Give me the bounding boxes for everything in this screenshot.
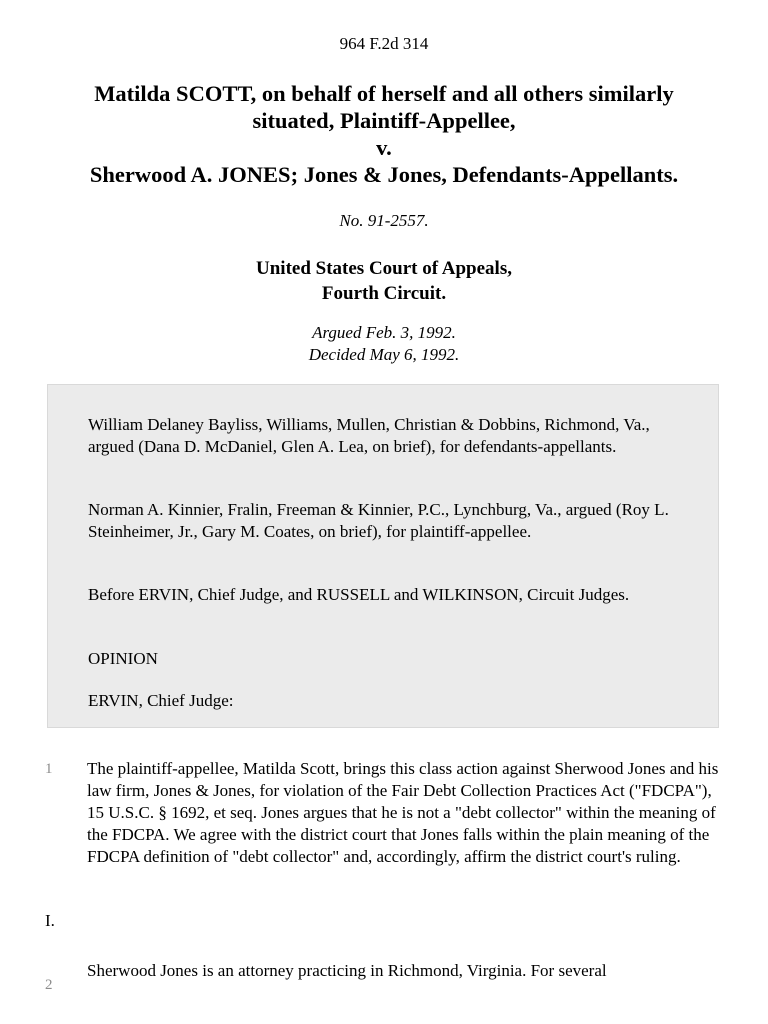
section-heading: I. (45, 911, 55, 930)
parties-line-1: Matilda SCOTT, on behalf of herself and all others similarly (94, 81, 674, 106)
paragraph-number: 2 (45, 977, 53, 993)
argued-date: Argued Feb. 3, 1992. (312, 323, 456, 342)
paragraph-text: The plaintiff-appellee, Matilda Scott, brings this class action against Sherwood Jones and his law firm, Jones & Jones, for violation of the Fair Debt Collection Practices Act ("FDCPA"), 15 U.S.C. § 1692, et seq. Jones argues that he is not a "debt collector" within the meaning of the FDCPA. We agree with the district court that Jones falls within the plain meaning of the FDCPA definition of "debt collector" and, accordingly, affirm the district court's ruling. (87, 759, 719, 866)
judges-panel: Before ERVIN, Chief Judge, and RUSSELL and WILKINSON, Circuit Judges. (88, 585, 630, 604)
parties-line-4: Sherwood A. JONES; Jones & Jones, Defendants-Appellants. (89, 162, 679, 187)
case-citation: 964 F.2d 314 (339, 34, 429, 53)
case-dates (0, 322, 768, 366)
docket-number: No. 91-2557. (339, 211, 429, 230)
case-parties (40, 80, 728, 188)
decided-date: Decided May 6, 1992. (308, 345, 460, 364)
opinion-author: ERVIN, Chief Judge: (88, 691, 234, 710)
court-name-line-2: Fourth Circuit. (321, 283, 447, 304)
paragraph-text: Sherwood Jones is an attorney practicing in Richmond, Virginia. For several (87, 961, 607, 980)
counsel-panel (47, 384, 719, 728)
counsel-appellee: Norman A. Kinnier, Fralin, Freeman & Kinnier, P.C., Lynchburg, Va., argued (Roy L. Steinheimer, Jr., Gary M. Coates, on brief), for plaintiff-appellee. (88, 500, 669, 541)
court-name (0, 256, 768, 306)
counsel-appellants: William Delaney Bayliss, Williams, Mullen, Christian & Dobbins, Richmond, Va., argued (Dana D. McDaniel, Glen A. Lea, on brief), for defendants-appellants. (88, 415, 650, 456)
parties-versus: v. (376, 135, 392, 160)
court-name-line-1: United States Court of Appeals, (256, 258, 512, 279)
opinion-label: OPINION (88, 649, 158, 668)
paragraph-number: 1 (45, 761, 53, 777)
parties-line-2: situated, Plaintiff-Appellee, (252, 108, 516, 133)
